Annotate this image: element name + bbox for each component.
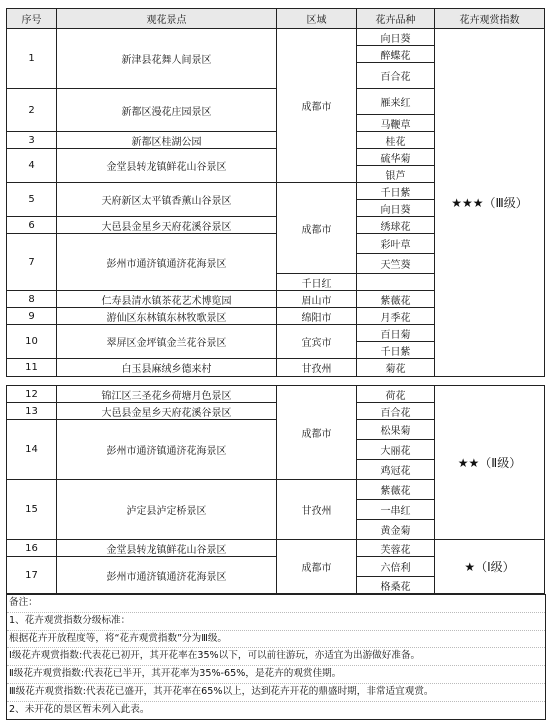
row-no: 13 xyxy=(7,403,57,420)
flower-cell: 彩叶草 xyxy=(357,234,435,254)
viewing-index-cell: ★★（Ⅱ级） xyxy=(435,386,545,540)
row-spot: 大邑县金星乡天府花溪谷景区 xyxy=(57,217,277,234)
flower-cell: 松果菊 xyxy=(357,420,435,440)
row-no: 11 xyxy=(7,359,57,377)
flower-viewing-sheet xyxy=(6,8,544,720)
row-no: 6 xyxy=(7,217,57,234)
flower-cell: 紫薇花 xyxy=(357,480,435,500)
row-no: 4 xyxy=(7,149,57,183)
row-spot: 彭州市通济镇通济花海景区 xyxy=(57,420,277,480)
row-spot: 新津县花舞人间景区 xyxy=(57,29,277,89)
row-no: 17 xyxy=(7,557,57,594)
row-spot: 锦江区三圣花乡荷塘月色景区 xyxy=(57,386,277,403)
row-region: 成都市 xyxy=(277,386,357,480)
header-row xyxy=(7,9,545,29)
row-spot: 天府新区太平镇香薰山谷景区 xyxy=(57,183,277,217)
note-line: Ⅰ级花卉观赏指数:代表花已初开，其开花率在35%以下，可以前往游玩，亦适宜为出游做好准备。 xyxy=(7,647,545,665)
flower-cell: 天竺葵 xyxy=(357,254,435,274)
row-region: 成都市 xyxy=(277,540,357,594)
flower-cell: 百合花 xyxy=(357,403,435,420)
header-spot: 观花景点 xyxy=(57,9,277,29)
row-spot: 金堂县转龙镇鲜花山谷景区 xyxy=(57,149,277,183)
row-region: 绵阳市 xyxy=(277,308,357,325)
flower-cell: 格桑花 xyxy=(357,577,435,594)
row-no: 12 xyxy=(7,386,57,403)
header-region: 区域 xyxy=(277,9,357,29)
row-spot: 仁寿县清水镇茶花艺术博览园 xyxy=(57,291,277,308)
header-index: 花卉观赏指数 xyxy=(435,9,545,29)
flower-cell: 菊花 xyxy=(357,359,435,377)
row-spot: 新都区桂湖公园 xyxy=(57,132,277,149)
flower-cell: 紫薇花 xyxy=(357,291,435,308)
flower-cell: 荷花 xyxy=(357,386,435,403)
row-no: 15 xyxy=(7,480,57,540)
note-line: 2、未开花的景区暂未列入此表。 xyxy=(7,701,545,719)
row-region: 甘孜州 xyxy=(277,359,357,377)
row-spot: 金堂县转龙镇鲜花山谷景区 xyxy=(57,540,277,557)
row-no: 9 xyxy=(7,308,57,325)
flower-cell: 桂花 xyxy=(357,132,435,149)
flower-cell: 芙蓉花 xyxy=(357,540,435,557)
flower-cell: 银芦 xyxy=(357,166,435,183)
flower-cell: 千日紫 xyxy=(357,183,435,200)
row-no: 7 xyxy=(7,234,57,291)
flower-cell: 鸡冠花 xyxy=(357,460,435,480)
flower-cell: 千日紫 xyxy=(357,342,435,359)
flower-cell: 一串红 xyxy=(357,500,435,520)
row-spot: 泸定县泸定桥景区 xyxy=(57,480,277,540)
flower-cell: 向日葵 xyxy=(357,200,435,217)
row-no: 14 xyxy=(7,420,57,480)
notes-title: 备注： xyxy=(7,594,545,612)
flower-cell: 百合花 xyxy=(357,63,435,89)
flower-table-2 xyxy=(6,385,545,594)
header-no: 序号 xyxy=(7,9,57,29)
row-region: 成都市 xyxy=(277,183,357,274)
viewing-index-cell: ★★★（Ⅲ级） xyxy=(435,29,545,377)
row-region: 甘孜州 xyxy=(277,480,357,540)
row-spot: 彭州市通济镇通济花海景区 xyxy=(57,557,277,594)
note-line: 根据花卉开放程度等，将“花卉观赏指数”分为Ⅲ级。 xyxy=(7,630,545,648)
row-spot: 新都区漫花庄园景区 xyxy=(57,89,277,132)
row-spot: 彭州市通济镇通济花海景区 xyxy=(57,234,277,291)
flower-cell: 月季花 xyxy=(357,308,435,325)
flower-cell: 绣球花 xyxy=(357,217,435,234)
header-flowers: 花卉品种 xyxy=(357,9,435,29)
row-no: 1 xyxy=(7,29,57,89)
row-spot: 游仙区东林镇东林牧歌景区 xyxy=(57,308,277,325)
flower-cell: 大丽花 xyxy=(357,440,435,460)
row-no: 16 xyxy=(7,540,57,557)
row-no: 3 xyxy=(7,132,57,149)
flower-cell: 雁来红 xyxy=(357,89,435,115)
row-spot: 大邑县金星乡天府花溪谷景区 xyxy=(57,403,277,420)
row-region: 成都市 xyxy=(277,29,357,183)
row-no: 10 xyxy=(7,325,57,359)
row-spot: 翠屏区金坪镇金兰花谷景区 xyxy=(57,325,277,359)
viewing-index-cell: ★（Ⅰ级） xyxy=(435,540,545,594)
note-line: Ⅲ级花卉观赏指数:代表花已盛开，其开花率在65%以上，达到花卉开花的鼎盛时期，非常适宜观赏。 xyxy=(7,683,545,701)
row-region: 宜宾市 xyxy=(277,325,357,359)
flower-cell: 硫华菊 xyxy=(357,149,435,166)
row-region: 眉山市 xyxy=(277,291,357,308)
flower-table-1 xyxy=(6,8,545,377)
note-line: Ⅱ级花卉观赏指数:代表花已半开，其开花率为35%-65%，是花卉的观赏佳期。 xyxy=(7,665,545,683)
note-line: 1、花卉观赏指数分级标准： xyxy=(7,612,545,630)
row-no: 5 xyxy=(7,183,57,217)
row-no: 8 xyxy=(7,291,57,308)
flower-cell: 醉蝶花 xyxy=(357,46,435,63)
row-no: 2 xyxy=(7,89,57,132)
flower-cell: 黄金菊 xyxy=(357,520,435,540)
flower-cell: 向日葵 xyxy=(357,29,435,46)
flower-cell: 六倍利 xyxy=(357,557,435,577)
flower-cell: 百日菊 xyxy=(357,325,435,342)
row-spot: 白玉县麻绒乡德来村 xyxy=(57,359,277,377)
notes-block xyxy=(6,594,546,720)
flower-cell: 马鞭草 xyxy=(357,115,435,132)
flower-cell: 千日红 xyxy=(277,274,357,291)
